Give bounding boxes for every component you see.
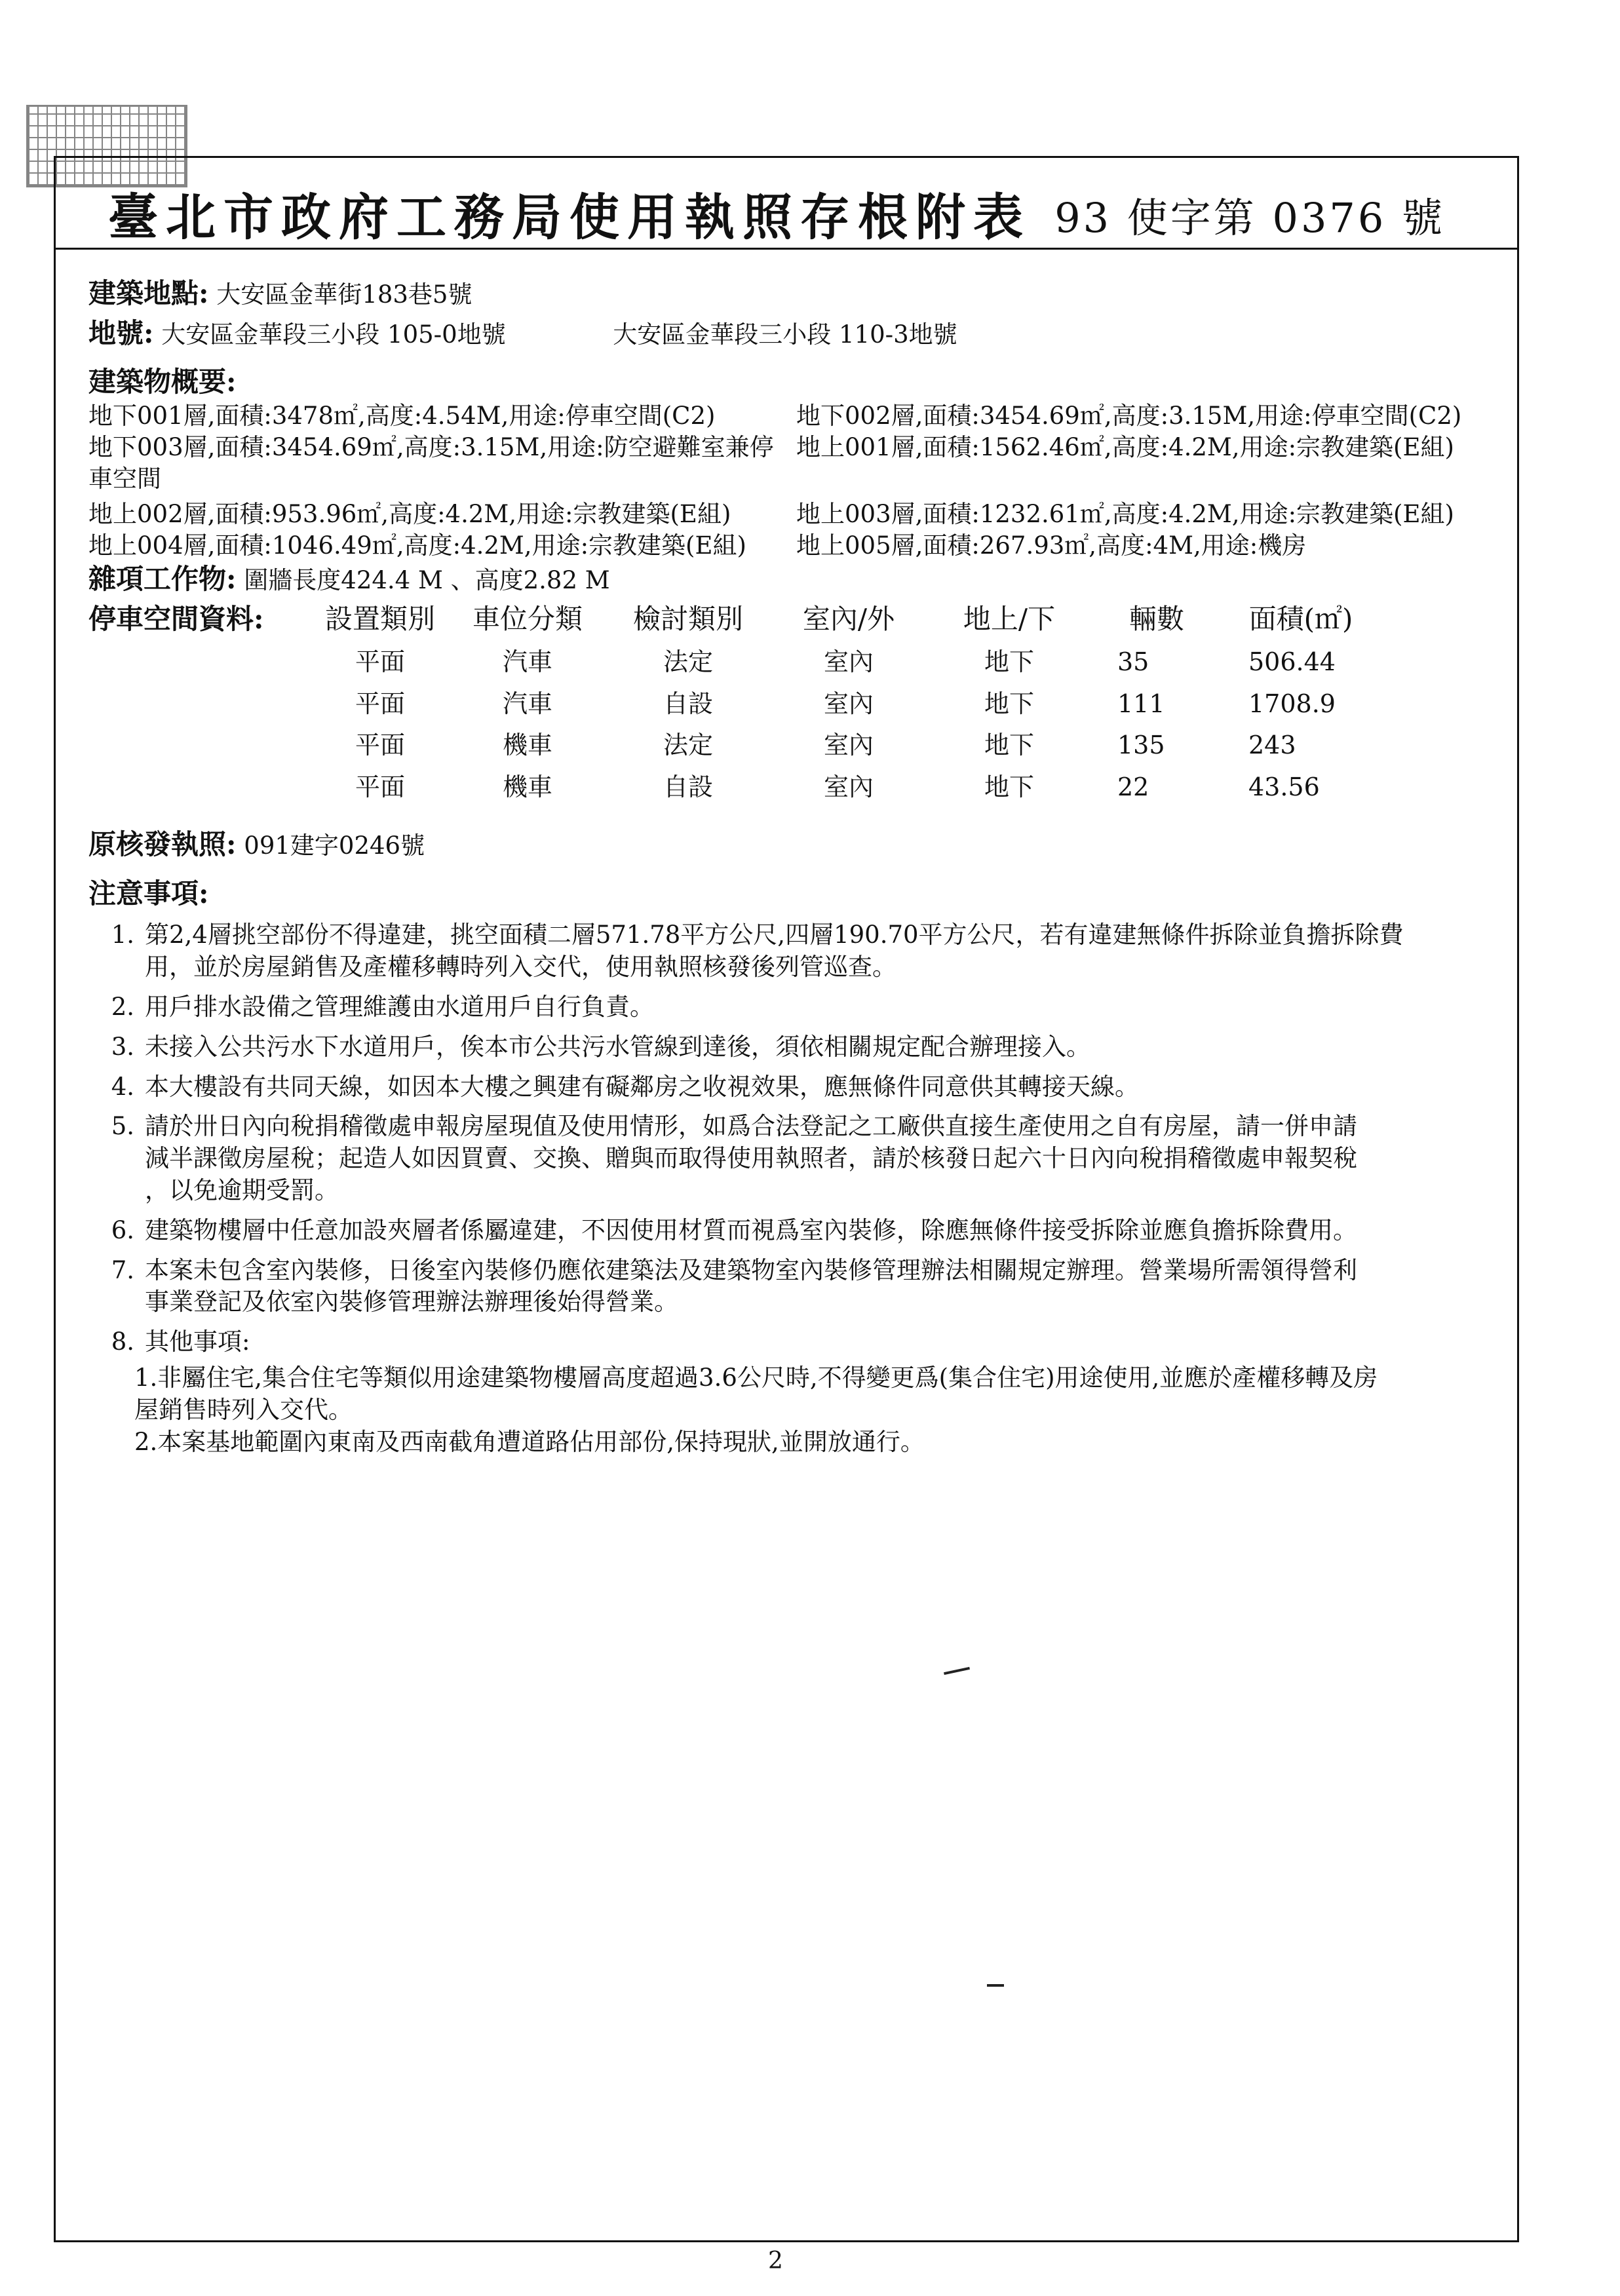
table-cell: 506.44: [1248, 647, 1336, 677]
list-item: 1. 第2,4層挑空部份不得違建，挑空面積二層571.78平方公尺,四層190.70平方公尺，若有違建無條件拆除並負擔拆除費 用，並於房屋銷售及產權移轉時列入交代，使用執照核發後列管巡查。: [111, 921, 1404, 982]
overview-label: 建築物概要:: [88, 366, 237, 398]
original-permit-value: 091建字0246號: [244, 832, 425, 860]
table-cell: 地下: [984, 647, 1034, 677]
site-address-label: 建築地點:: [88, 277, 209, 309]
table-cell: 243: [1248, 731, 1296, 760]
list-item: 3. 未接入公共污水下水道用戶，俟本市公共污水管線到達後，須依相關規定配合辦理接入。: [111, 1032, 1090, 1061]
parking-col-header: 設置類別: [324, 602, 435, 635]
notes-label: 注意事項:: [88, 877, 209, 909]
table-cell: 地下: [984, 689, 1034, 718]
page-number: 2: [768, 2248, 783, 2274]
table-row: [88, 729, 1491, 761]
misc-structures-value: 圍牆長度424.4 M 、高度2.82 M: [244, 566, 610, 595]
site-address-line: [88, 276, 1491, 312]
table-row: [88, 771, 1491, 803]
notes-list: [88, 919, 1491, 1458]
parking-col-header: 面積(㎡): [1248, 602, 1353, 635]
lot-number-line: [88, 316, 1491, 352]
floor-b3: 地下003層,面積:3454.69㎡,高度:3.15M,用途:防空避難室兼停: [88, 432, 774, 461]
table-cell: 法定: [663, 647, 713, 677]
parking-col-header: 室內/外: [802, 602, 895, 635]
lot-number-1: 大安區金華段三小段 105-0地號: [161, 320, 506, 349]
floor-2f: 地上002層,面積:953.96㎡,高度:4.2M,用途:宗教建築(E組): [88, 500, 731, 529]
lot-number-2: 大安區金華段三小段 110-3地號: [613, 320, 957, 349]
table-cell: 室內: [823, 772, 874, 801]
table-cell: 1708.9: [1248, 689, 1336, 718]
table-cell: 室內: [823, 731, 874, 760]
parking-table: [88, 602, 1491, 803]
table-cell: 自設: [663, 772, 713, 801]
table-cell: 汽車: [502, 689, 552, 718]
other-note-line: 1.非屬住宅,集合住宅等類似用途建築物樓層高度超過3.6公尺時,不得變更爲(集合住宅)用途使用,並應於產權移轉及房: [134, 1364, 1378, 1392]
form-content: [88, 276, 1491, 1459]
parking-col-header: 地上/下: [963, 602, 1056, 635]
floor-b1: 地下001層,面積:3478㎡,高度:4.54M,用途:停車空間(C2): [88, 401, 716, 430]
other-note-line: 屋銷售時列入交代。: [134, 1395, 353, 1424]
table-row: [88, 646, 1491, 678]
misc-structures-label: 雜項工作物:: [88, 563, 237, 596]
original-permit-line: [88, 827, 1491, 863]
list-item: 5. 請於卅日內向稅捐稽徵處申報房屋現值及使用情形，如爲合法登記之工廠供直接生產使用之自有房屋，請一併申請 減半課徵房屋稅；起造人如因買賣、交換、贈與而取得使用執照者，請於核發日起六十日內向稅捐稽徵處申報契稅 ，以免逾期受罰。: [111, 1112, 1357, 1204]
floor-1f: 地上001層,面積:1562.46㎡,高度:4.2M,用途:宗教建築(E組): [796, 432, 1454, 461]
overview-floors-2: [88, 499, 1491, 562]
table-cell: 平面: [355, 647, 405, 677]
table-cell: 111: [1117, 689, 1165, 718]
list-item: 7. 本案未包含室內裝修，日後室內裝修仍應依建築法及建築物室內裝修管理辦法相關規定辦理。營業場所需領得營利 事業登記及依室內裝修管理辦法辦理後始得營業。: [111, 1255, 1357, 1316]
table-cell: 自設: [663, 689, 713, 718]
parking-label: 停車空間資料:: [88, 602, 264, 635]
table-cell: 室內: [823, 647, 874, 677]
table-cell: 機車: [502, 731, 552, 760]
misc-structures-line: [88, 562, 1491, 598]
scan-mark: [987, 1984, 1004, 1987]
table-cell: 43.56: [1248, 772, 1320, 801]
list-item: 2. 用戶排水設備之管理維護由水道用戶自行負責。: [111, 992, 654, 1021]
table-cell: 135: [1117, 731, 1165, 760]
table-cell: 35: [1117, 647, 1149, 677]
title-row: [56, 158, 1517, 250]
table-row: [88, 688, 1491, 720]
parking-col-header: 車位分類: [472, 602, 583, 635]
other-note-line: 2.本案基地範圍內東南及西南截角遭道路佔用部份,保持現狀,並開放通行。: [134, 1427, 925, 1456]
floor-3f: 地上003層,面積:1232.61㎡,高度:4.2M,用途:宗教建築(E組): [796, 500, 1454, 529]
lot-number-label: 地號:: [88, 316, 154, 349]
floor-b2: 地下002層,面積:3454.69㎡,高度:3.15M,用途:停車空間(C2): [796, 401, 1462, 430]
table-cell: 平面: [355, 731, 405, 760]
page-title: 臺北市政府工務局使用執照存根附表: [108, 188, 1031, 246]
table-cell: 法定: [663, 731, 713, 760]
list-item: 4. 本大樓設有共同天線，如因本大樓之興建有礙鄰房之收視效果，應無條件同意供其轉接天線。: [111, 1072, 1139, 1101]
table-cell: 地下: [984, 772, 1034, 801]
table-cell: 平面: [355, 689, 405, 718]
list-item: 6. 建築物樓層中任意加設夾層者係屬違建，不因使用材質而視爲室內裝修，除應無條件接受拆除並應負擔拆除費用。: [111, 1215, 1357, 1244]
table-cell: 平面: [355, 772, 405, 801]
original-permit-label: 原核發執照:: [88, 828, 237, 860]
form-frame: [54, 156, 1519, 2242]
floor-4f: 地上004層,面積:1046.49㎡,高度:4.2M,用途:宗教建築(E組): [88, 531, 746, 560]
parking-col-header: 檢討類別: [632, 602, 743, 635]
table-cell: 22: [1117, 772, 1149, 801]
table-cell: 地下: [984, 731, 1034, 760]
site-address-value: 大安區金華街183巷5號: [216, 280, 473, 309]
floor-b3-wrap: 車空間: [88, 464, 161, 493]
table-cell: 室內: [823, 689, 874, 718]
table-cell: 汽車: [502, 647, 552, 677]
parking-header-row: [88, 602, 1491, 638]
parking-col-header: 輛數: [1128, 602, 1184, 635]
other-notes: [134, 1362, 1491, 1458]
floor-5f: 地上005層,面積:267.93㎡,高度:4M,用途:機房: [796, 531, 1307, 560]
permit-number: 93 使字第 0376 號: [1054, 194, 1445, 242]
list-item: 8. 其他事項:: [111, 1328, 250, 1356]
table-cell: 機車: [502, 772, 552, 801]
overview-floors-1: [88, 400, 1491, 463]
